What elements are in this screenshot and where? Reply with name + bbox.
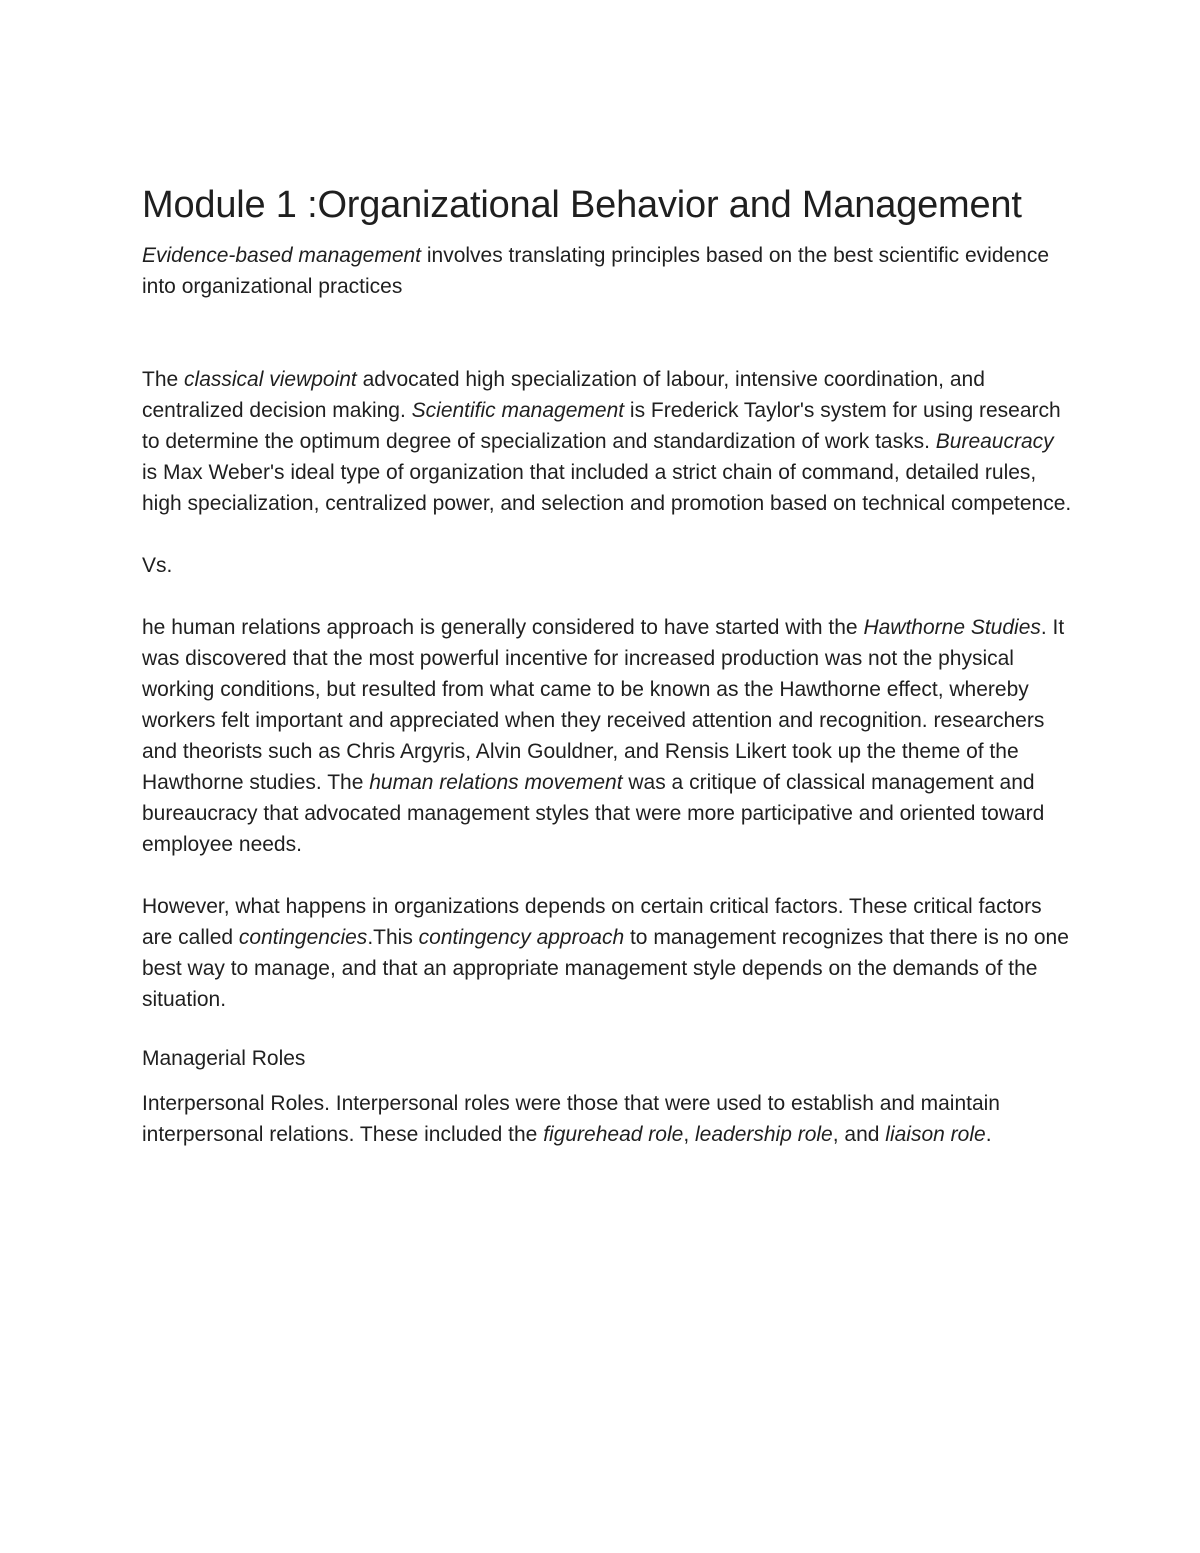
term-liaison-role: liaison role [885,1123,986,1146]
term-contingency-approach: contingency approach [418,926,625,949]
interpersonal-roles-paragraph [142,1088,1072,1150]
spacer [142,1074,1072,1088]
contingency-text-2: .This [367,926,419,949]
interpersonal-text-4: . [985,1123,992,1146]
human-relations-text-1: he human relations approach is generally considered to have started with the [142,616,864,639]
human-relations-text-3: was a critique of classical management and bureaucracy that advocated management styles that were more participative and oriented toward employee needs. [142,771,1045,856]
intro-paragraph [142,240,1072,302]
term-hawthorne-studies: Hawthorne Studies [863,616,1041,639]
human-relations-text-2: . It was discovered that the most powerful incentive for increased production was not the physical working conditions, but resulted from what came to be known as the Hawthorne effect, whereby workers felt important and appreciated when they received attention and recognition. researchers and theorists such as Chris Argyris, Alvin Gouldner, and Rensis Likert took up the theme of the Hawthorne studies. The [142,616,1065,794]
spacer [142,581,1072,612]
page-title: Module 1 :Organizational Behavior and Management [142,184,1022,226]
spacer [142,1015,1072,1043]
classical-paragraph [142,364,1072,519]
term-scientific-management: Scientific management [411,399,625,422]
interpersonal-text-3: , and [832,1123,886,1146]
term-evidence-based-management: Evidence-based management [142,244,422,267]
vs-label: Vs. [142,554,173,577]
contingency-text-1: However, what happens in organizations depends on certain critical factors. These critical factors are called [142,895,1042,949]
contingency-paragraph [142,891,1072,1015]
spacer [142,302,1072,364]
classical-text-4: is Max Weber's ideal type of organization that included a strict chain of command, detailed rules, high specialization, centralized power, and selection and promotion based on technical competence. [142,461,1072,515]
term-human-relations-movement: human relations movement [369,771,623,794]
term-figurehead-role: figurehead role [543,1123,684,1146]
interpersonal-text-1: Interpersonal Roles. Interpersonal roles were those that were used to establish and maintain interpersonal relations. These included the [142,1092,1000,1146]
term-contingencies: contingencies [238,926,368,949]
interpersonal-text-2: , [683,1123,695,1146]
spacer [142,860,1072,891]
classical-text-3: is Frederick Taylor's system for using research to determine the optimum degree of specialization and standardization of work tasks. [142,399,1061,453]
classical-text-2: advocated high specialization of labour, intensive coordination, and centralized decision making. [142,368,985,422]
intro-text: involves translating principles based on the best scientific evidence into organizational practices [142,244,1050,298]
term-bureaucracy: Bureaucracy [935,430,1054,453]
managerial-roles-heading: Managerial Roles [142,1047,306,1070]
human-relations-paragraph [142,612,1072,860]
term-classical-viewpoint: classical viewpoint [184,368,357,391]
term-leadership-role: leadership role [694,1123,833,1146]
document-page [142,180,1072,1150]
contingency-text-3: to management recognizes that there is no one best way to manage, and that an appropriate management style depends on the demands of the situation. [142,926,1069,1011]
classical-text-1: The [142,368,185,391]
spacer [142,519,1072,550]
